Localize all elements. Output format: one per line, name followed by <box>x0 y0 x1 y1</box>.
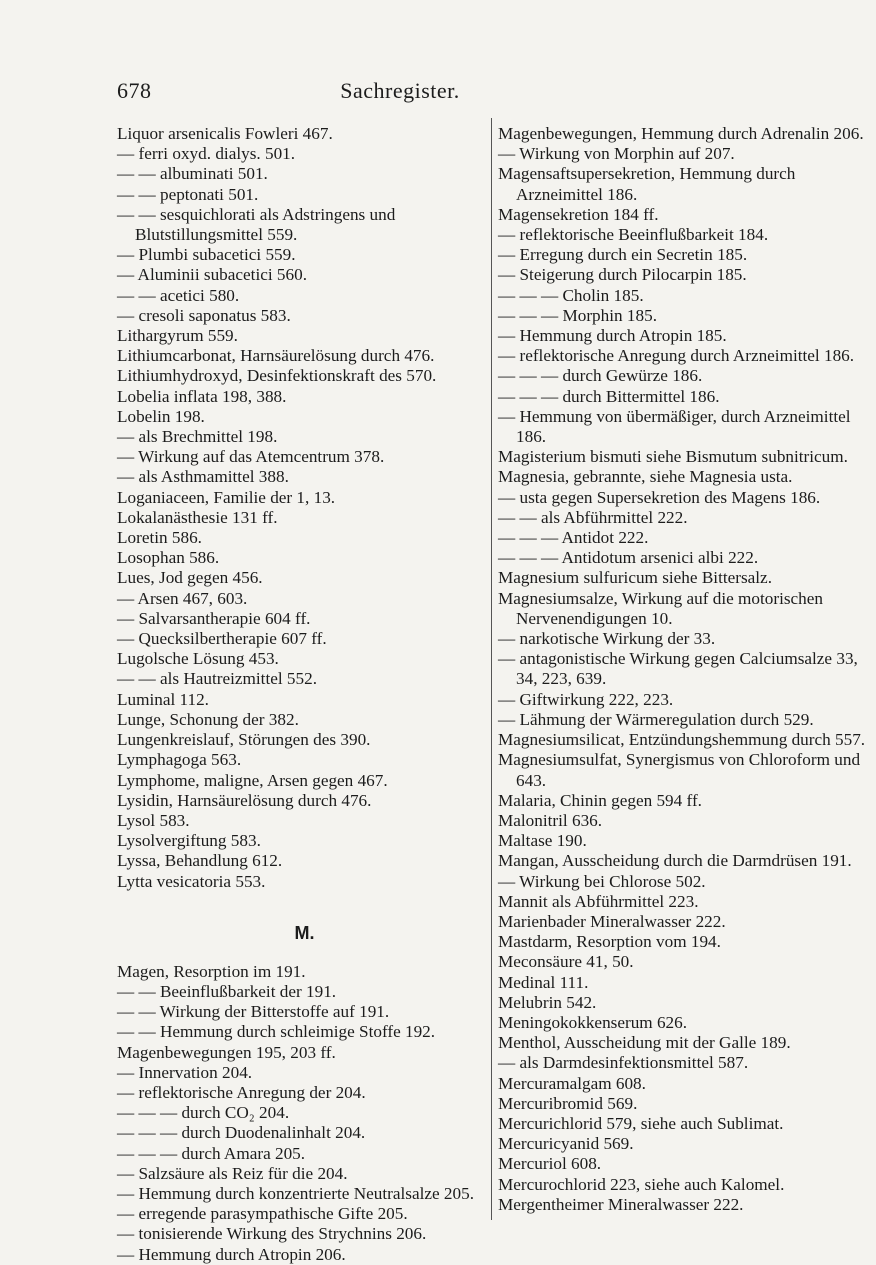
index-entry: Lysol 583. <box>117 810 190 830</box>
index-entry: — Giftwirkung 222, 223. <box>498 689 674 709</box>
index-entry: Lungenkreislauf, Störungen des 390. <box>117 730 371 750</box>
index-entry: Lysolvergiftung 583. <box>117 831 261 851</box>
index-entry: Meningokokkenserum 626. <box>498 1012 688 1032</box>
index-entry: Lithargyrum 559. <box>117 326 238 346</box>
index-entry: — — Beeinflußbarkeit der 191. <box>117 981 337 1001</box>
index-entry: Magnesium sulfuricum siehe Bittersalz. <box>498 568 772 588</box>
index-entry: Loganiaceen, Familie der 1, 13. <box>117 487 336 507</box>
index-entry: — Erregung durch ein Secretin 185. <box>498 245 748 265</box>
index-entry: Lytta vesicatoria 553. <box>117 871 266 891</box>
index-entry: — Arsen 467, 603. <box>117 588 248 608</box>
index-entry: Meconsäure 41, 50. <box>498 952 634 972</box>
index-entry: — — — Morphin 185. <box>498 305 657 325</box>
index-entry: — Wirkung bei Chlorose 502. <box>498 871 706 891</box>
index-entry: Lymphagoga 563. <box>117 750 242 770</box>
index-entry: — antagonistische Wirkung gegen Calciumsalze 33, 34, 223, 639. <box>498 649 858 689</box>
index-entry: Lysidin, Harnsäurelösung durch 476. <box>117 790 372 810</box>
index-entry: — — — durch Bittermittel 186. <box>498 386 720 406</box>
index-entry: Magenbewegungen, Hemmung durch Adrenalin 206. <box>498 124 864 143</box>
index-entry: — Steigerung durch Pilocarpin 185. <box>498 265 747 285</box>
index-entry: — — — durch Duodenalinhalt 204. <box>117 1123 366 1143</box>
page-header <box>0 78 800 108</box>
index-entry: Liquor arsenicalis Fowleri 467. <box>117 124 333 143</box>
index-entry: — Salvarsantherapie 604 ff. <box>117 608 311 628</box>
index-entry: — — — durch Gewürze 186. <box>498 366 703 386</box>
index-entry: Luminal 112. <box>117 689 209 709</box>
index-entry: Lugolsche Lösung 453. <box>117 649 279 669</box>
index-entry: — Hemmung durch Atropin 206. <box>117 1244 346 1264</box>
left-entries-l <box>117 124 492 892</box>
index-entry: Mastdarm, Resorption vom 194. <box>498 932 721 952</box>
index-entry: Menthol, Ausscheidung mit der Galle 189. <box>498 1033 791 1053</box>
section-heading: M. <box>294 922 315 943</box>
index-entry: — — acetici 580. <box>117 285 240 305</box>
index-entry: — — — durch CO₂ 204. <box>117 1103 290 1123</box>
index-entry: — — peptonati 501. <box>117 184 259 204</box>
index-entry: — — Hemmung durch schleimige Stoffe 192. <box>117 1022 436 1042</box>
index-entry: Magensekretion 184 ff. <box>498 204 659 224</box>
page-number: 678 <box>117 78 152 103</box>
index-entry: — — — Antidotum arsenici albi 222. <box>498 548 759 568</box>
index-entry: — Hemmung durch konzentrierte Neutralsalze 205. <box>117 1183 474 1203</box>
index-entry: — erregende parasympathische Gifte 205. <box>117 1204 408 1224</box>
index-entry: — — — Cholin 185. <box>498 285 644 305</box>
index-entry: — als Darmdesinfektionsmittel 587. <box>498 1053 749 1073</box>
index-entry: — Innervation 204. <box>117 1062 253 1082</box>
index-entry: Lymphome, maligne, Arsen gegen 467. <box>117 770 388 790</box>
right-column <box>498 124 876 1215</box>
index-entry: Losophan 586. <box>117 548 220 568</box>
running-title: Sachregister. <box>340 78 460 103</box>
index-entry: — — Wirkung der Bitterstoffe auf 191. <box>117 1002 390 1022</box>
index-entry: Mercuriol 608. <box>498 1154 602 1174</box>
index-entry: Lithiumcarbonat, Harnsäurelösung durch 476. <box>117 346 435 366</box>
index-entry: Mercuramalgam 608. <box>498 1073 646 1093</box>
index-entry: — — albuminati 501. <box>117 164 268 184</box>
index-entry: Lobelia inflata 198, 388. <box>117 386 287 406</box>
index-entry: — narkotische Wirkung der 33. <box>498 629 716 649</box>
right-entries <box>498 124 876 1215</box>
index-entry: Lues, Jod gegen 456. <box>117 568 263 588</box>
index-entry: Magnesia, gebrannte, siehe Magnesia usta. <box>498 467 793 487</box>
index-entry: Medinal 111. <box>498 972 589 992</box>
index-entry: — Wirkung auf das Atemcentrum 378. <box>117 447 385 467</box>
index-entry: — Aluminii subacetici 560. <box>117 265 307 285</box>
index-entry: Lithiumhydroxyd, Desinfektionskraft des 570. <box>117 366 437 386</box>
index-entry: — — als Hautreizmittel 552. <box>117 669 317 689</box>
left-column <box>117 124 492 1265</box>
index-entry: — reflektorische Anregung der 204. <box>117 1082 366 1102</box>
index-entry: — reflektorische Beeinflußbarkeit 184. <box>498 225 769 245</box>
index-entry: Mercuribromid 569. <box>498 1093 638 1113</box>
index-entry: Malonitril 636. <box>498 810 603 830</box>
index-entry: Mercurichlorid 579, siehe auch Sublimat. <box>498 1113 784 1133</box>
index-entry: Magnesiumsalze, Wirkung auf die motorischen Nervenendigungen 10. <box>498 588 823 628</box>
index-entry: — — — durch Amara 205. <box>117 1143 306 1163</box>
index-entry: Magen, Resorption im 191. <box>117 961 306 981</box>
index-entry: Mangan, Ausscheidung durch die Darmdrüsen 191. <box>498 851 852 871</box>
index-entry: — reflektorische Anregung durch Arzneimittel 186. <box>498 346 855 366</box>
index-entry: — usta gegen Supersekretion des Magens 186. <box>498 487 821 507</box>
index-entry: — Quecksilbertherapie 607 ff. <box>117 629 327 649</box>
index-entry: Malaria, Chinin gegen 594 ff. <box>498 790 702 810</box>
index-entry: Magensaftsupersekretion, Hemmung durch Arzneimittel 186. <box>498 164 796 204</box>
index-entry: — tonisierende Wirkung des Strychnins 206. <box>117 1224 427 1244</box>
index-entry: — Salzsäure als Reiz für die 204. <box>117 1163 348 1183</box>
index-entry: Loretin 586. <box>117 528 202 548</box>
column-divider <box>491 118 492 1220</box>
index-entry: Mannit als Abführmittel 223. <box>498 891 699 911</box>
index-entry: Lobelin 198. <box>117 406 205 426</box>
index-entry: — cresoli saponatus 583. <box>117 305 291 325</box>
index-entry: — als Asthmamittel 388. <box>117 467 289 487</box>
index-entry: — Hemmung von übermäßiger, durch Arzneimittel 186. <box>498 406 851 447</box>
left-entries-m <box>117 962 492 1265</box>
index-entry: Lokalanästhesie 131 ff. <box>117 507 278 527</box>
index-entry: Marienbader Mineralwasser 222. <box>498 911 726 931</box>
index-entry: Lyssa, Behandlung 612. <box>117 851 283 871</box>
index-entry: Maltase 190. <box>498 831 587 851</box>
index-entry: — — als Abführmittel 222. <box>498 507 688 527</box>
index-entry: Melubrin 542. <box>498 992 597 1012</box>
index-entry: — Wirkung von Morphin auf 207. <box>498 144 735 164</box>
index-entry: Magenbewegungen 195, 203 ff. <box>117 1042 336 1062</box>
index-entry: Mergentheimer Mineralwasser 222. <box>498 1194 744 1214</box>
index-entry: — Plumbi subacetici 559. <box>117 245 296 265</box>
index-entry: — Hemmung durch Atropin 185. <box>498 326 727 346</box>
index-entry: — — sesquichlorati als Adstringens und Blutstillungsmittel 559. <box>117 204 396 245</box>
index-entry: Mercuricyanid 569. <box>498 1134 634 1154</box>
index-entry: — Lähmung der Wärmeregulation durch 529. <box>498 709 814 729</box>
index-entry: Lunge, Schonung der 382. <box>117 709 299 729</box>
index-entry: Magisterium bismuti siehe Bismutum subnitricum. <box>498 447 848 467</box>
index-entry: — ferri oxyd. dialys. 501. <box>117 144 296 164</box>
index-entry: — als Brechmittel 198. <box>117 427 278 447</box>
index-entry: — — — Antidot 222. <box>498 528 649 548</box>
index-entry: Magnesiumsulfat, Synergismus von Chloroform und 643. <box>498 750 861 790</box>
index-entry: Magnesiumsilicat, Entzündungshemmung durch 557. <box>498 730 866 750</box>
index-entry: Mercurochlorid 223, siehe auch Kalomel. <box>498 1174 785 1194</box>
